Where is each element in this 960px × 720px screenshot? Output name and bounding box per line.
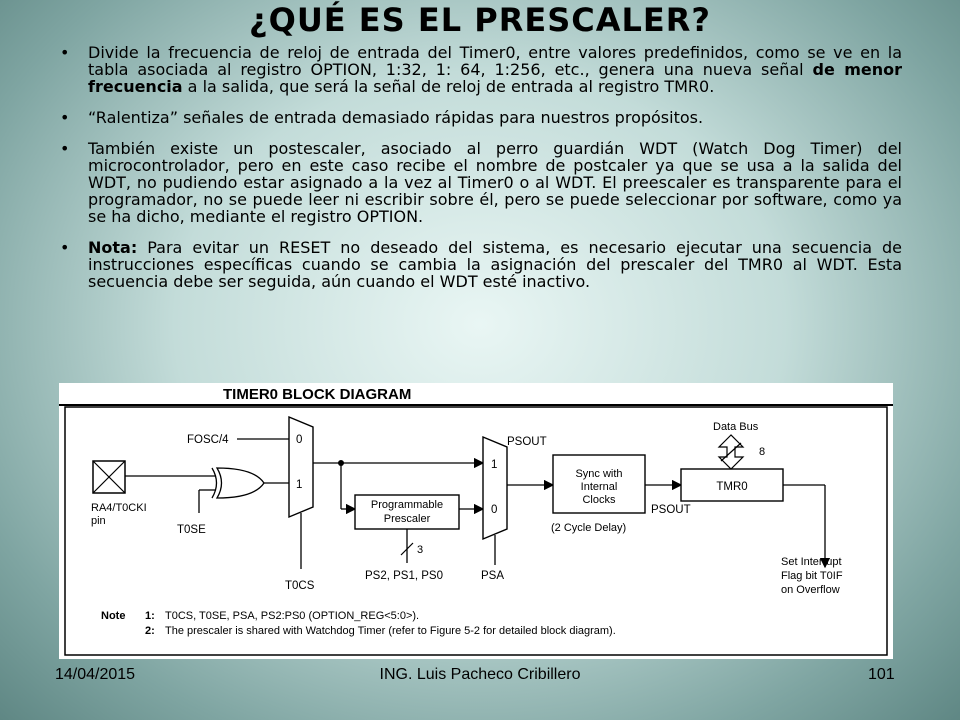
bullet-bold-text: de menor frecuencia: [88, 60, 903, 96]
sync-delay-label: (2 Cycle Delay): [551, 522, 627, 534]
footer-author: ING. Luis Pacheco Cribillero: [379, 666, 581, 683]
bullet-dot: •: [60, 108, 70, 127]
mux2-in1: 1: [491, 459, 498, 471]
t0se-label: T0SE: [177, 524, 206, 536]
note-text: The prescaler is shared with Watchdog Timer (refer to Figure 5-2 for detailed block diagram).: [165, 625, 616, 637]
sync-label: Clocks: [582, 494, 616, 506]
bullet-dot: •: [60, 139, 70, 158]
note-text: T0CS, T0SE, PSA, PS2:PS0 (OPTION_REG<5:0>).: [165, 610, 420, 622]
sync-label: Internal: [580, 481, 618, 493]
xor-gate: [217, 468, 264, 498]
fosc-label: FOSC/4: [187, 434, 229, 446]
sync-label: Sync with: [575, 468, 623, 480]
bus-width-3: 3: [417, 544, 424, 556]
bullet-item: [56, 44, 902, 95]
interrupt-label: Set Interrupt: [781, 556, 842, 568]
timer0-block-diagram: [59, 383, 893, 659]
bullet-item: [56, 239, 902, 290]
bullet-text: “Ralentiza” señales de entrada demasiado rápidas para nuestros propósitos.: [88, 108, 704, 127]
xor-gate: [212, 468, 217, 498]
mux1-in1: 1: [296, 479, 303, 491]
bus-width-8: 8: [759, 446, 766, 458]
mux2: [483, 437, 507, 539]
pin-label: RA4/T0CKI: [91, 502, 147, 514]
note-label: Nota:: [88, 238, 138, 257]
interrupt-label: Flag bit T0IF: [781, 570, 843, 582]
bullet-dot: •: [60, 43, 70, 62]
t0cs-label: T0CS: [285, 580, 315, 592]
mux2-in0: 0: [491, 504, 498, 516]
tmr0-label: TMR0: [716, 481, 748, 493]
bullet-item: [56, 109, 902, 126]
interrupt-label: on Overflow: [781, 584, 840, 596]
diagram-title: TIMER0 BLOCK DIAGRAM: [223, 386, 412, 403]
mux1-in0: 0: [296, 434, 303, 446]
bullet-text: Divide la frecuencia de reloj de entrada del Timer0, entre valores predefinidos, como se ve en la tabla asociada al registro OPTION, 1:32, 1: 64, 1:256, etc., genera una nueva señal: [88, 43, 902, 79]
note-number: 2:: [145, 625, 155, 637]
psout-label: PSOUT: [651, 504, 691, 516]
slide-title: ¿QUÉ ES EL PRESCALER?: [249, 1, 711, 39]
bullet-item: [56, 140, 902, 225]
note-label: Note: [101, 610, 126, 622]
bullet-text: a la salida, que será la señal de reloj de entrada al registro TMR0.: [182, 77, 715, 96]
psout-label: PSOUT: [507, 436, 547, 448]
bullet-text: También existe un postescaler, asociado al perro guardián WDT (Watch Dog Timer) del microcontrolador, pero en este caso recibe el nombre de postcaler ya que se usa a la salida del WDT, no pudiendo estar asignado a la vez al Timer0 o al WDT. El preescaler es transparente para el programador, no se puede leer ni escribir sobre él, pero se puede seleccionar por software, como ya se ha dicho, mediante el registro OPTION.: [88, 139, 902, 226]
ps-bits-label: PS2, PS1, PS0: [365, 570, 443, 582]
prescaler-label: Programmable: [370, 499, 444, 511]
pin-label: pin: [91, 515, 106, 527]
bullet-text: Para evitar un RESET no deseado del sistema, es necesario ejecutar una secuencia de instrucciones específicas cuando se cambia la asignación del prescaler del TMR0 al WDT. Esta secuencia debe ser seguida, aún cuando el WDT esté inactivo.: [88, 238, 902, 291]
prescaler-label: Prescaler: [383, 513, 431, 525]
diagram-svg: [59, 383, 893, 659]
mux1: [289, 417, 313, 517]
data-bus-label: Data Bus: [713, 421, 759, 433]
bullet-list: [56, 44, 902, 304]
psa-label: PSA: [481, 570, 505, 582]
bullet-dot: •: [60, 238, 70, 257]
note-number: 1:: [145, 610, 155, 622]
footer-page-number: 101: [868, 666, 895, 683]
footer-date: 14/04/2015: [55, 666, 136, 683]
